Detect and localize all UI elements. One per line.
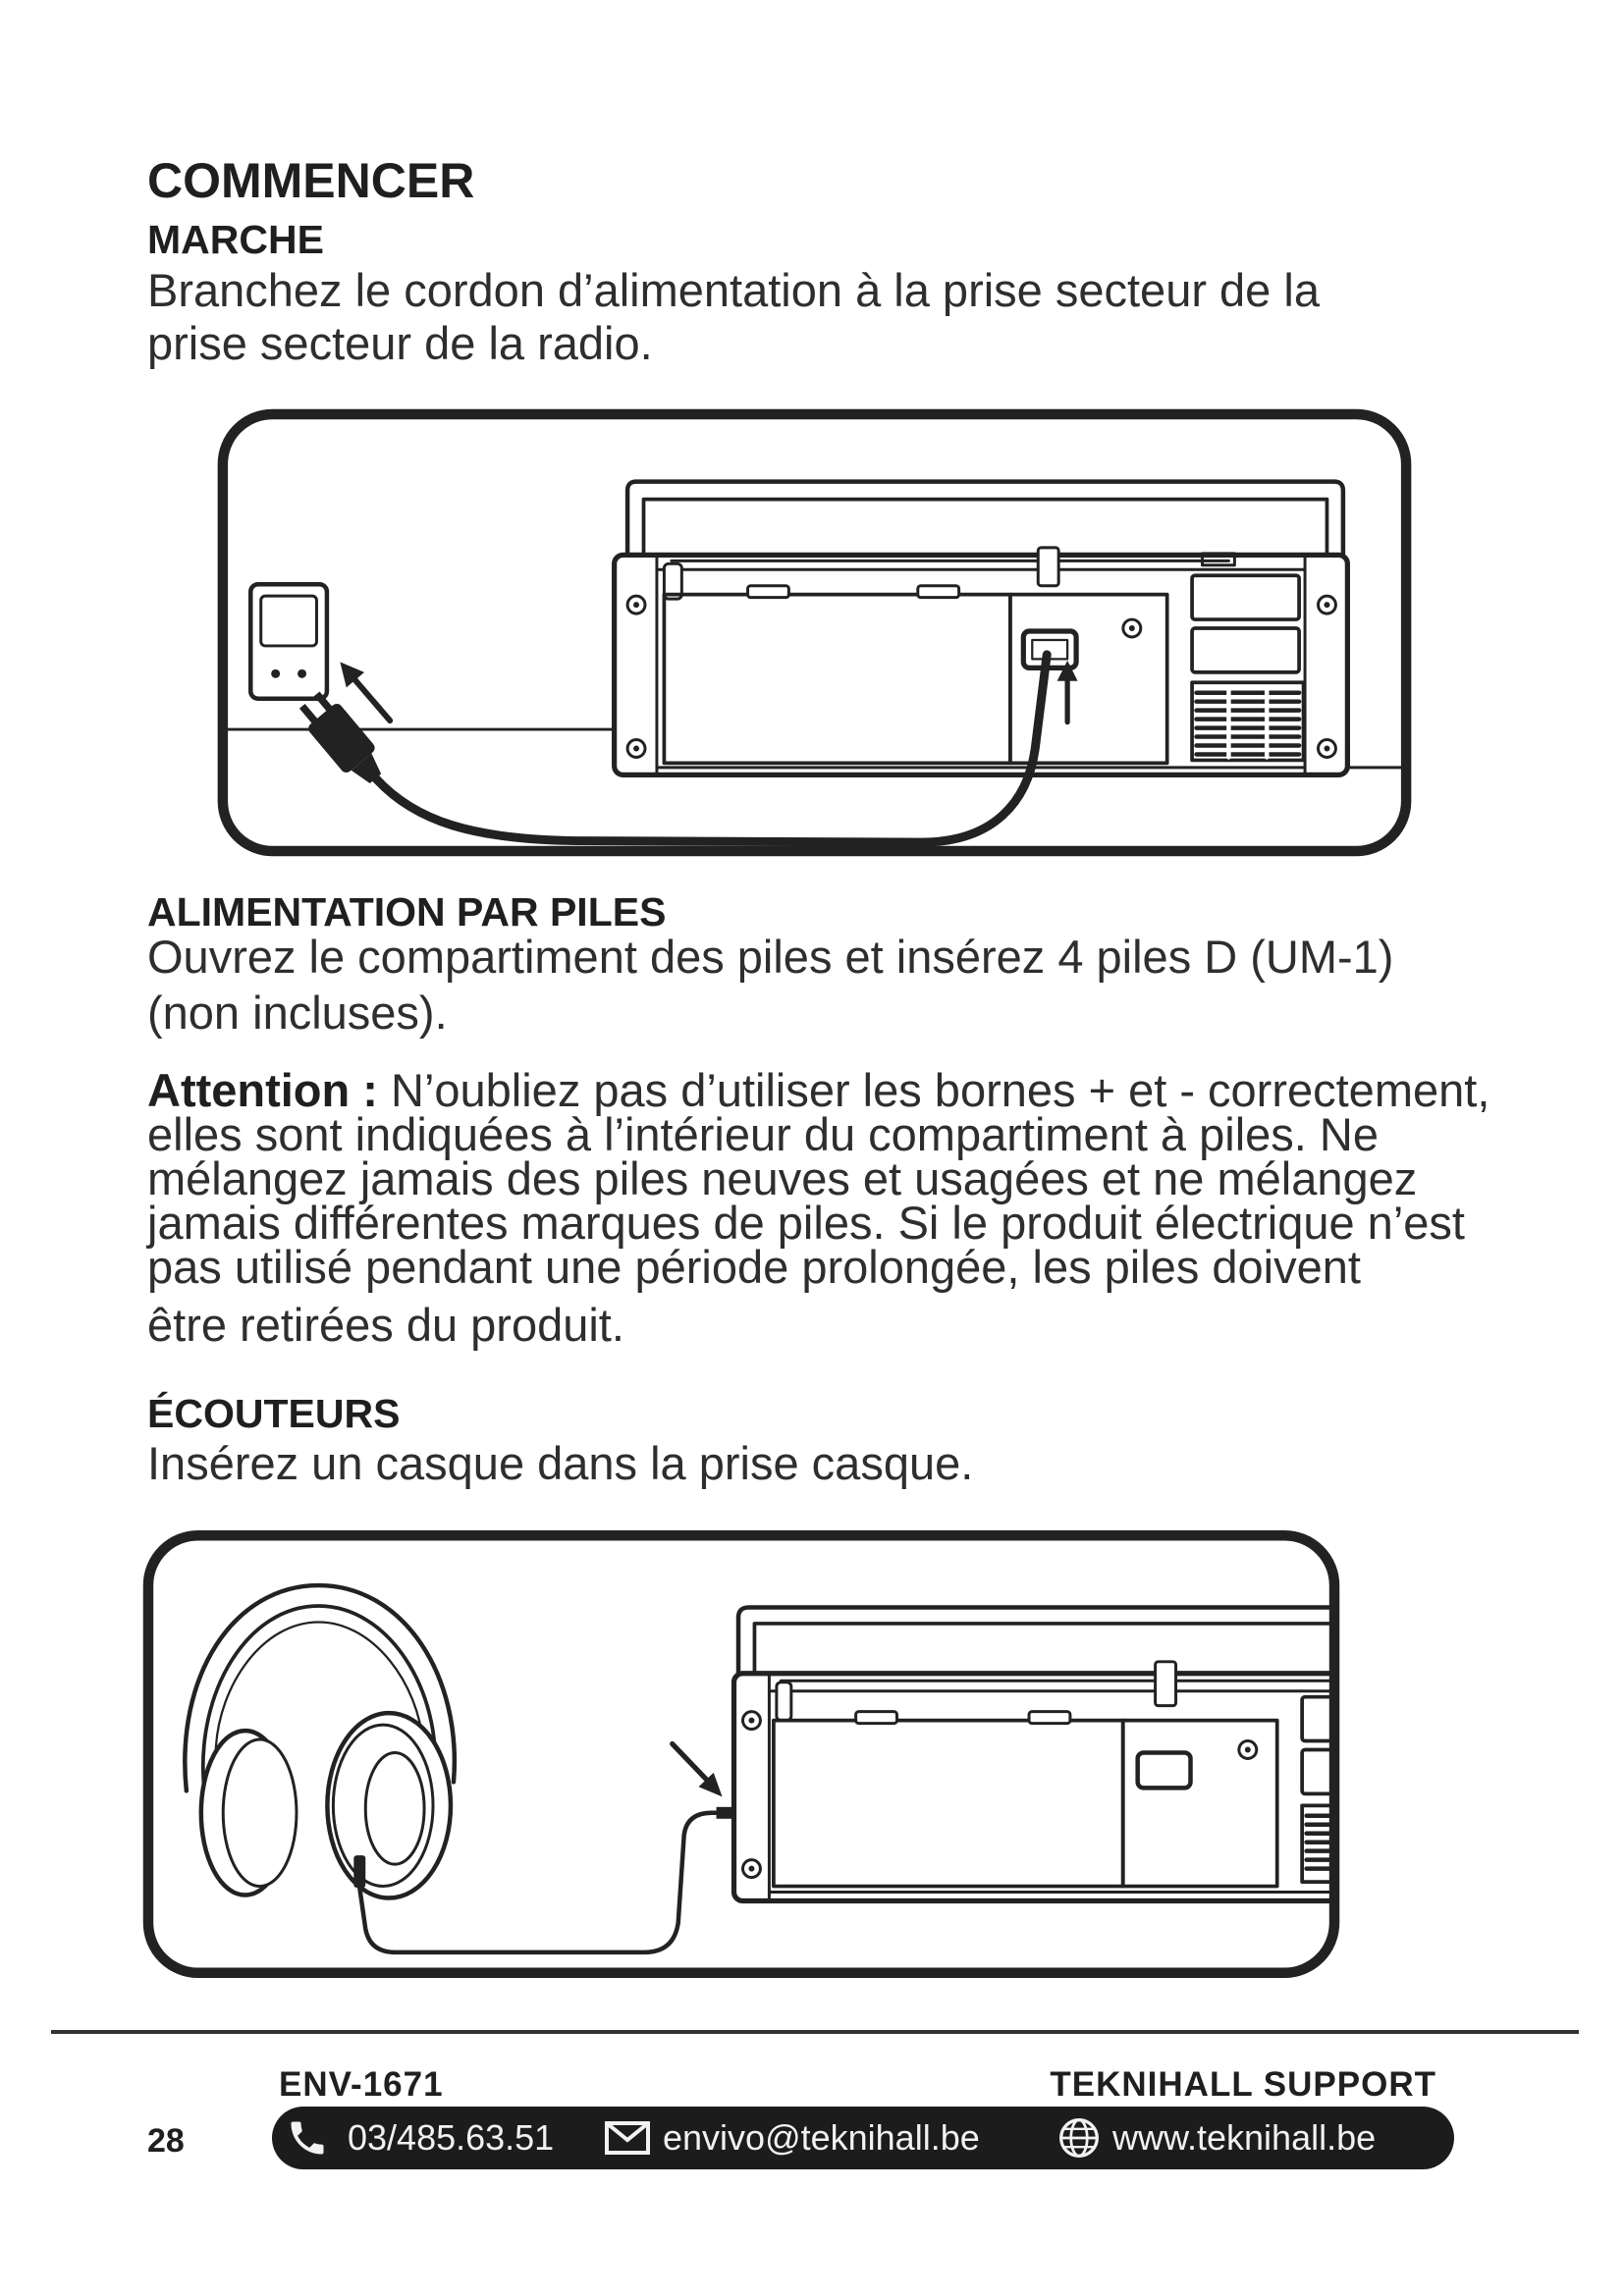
arrow-icon [673, 1744, 723, 1797]
screw [627, 740, 645, 758]
radio [734, 1607, 1340, 1900]
support-label: TEKNIHALL SUPPORT [1050, 2065, 1436, 2104]
screw [1123, 619, 1141, 637]
page-title: COMMENCER [147, 153, 475, 208]
screw [1239, 1741, 1257, 1759]
headphone-jack [353, 1855, 365, 1888]
attention-line: jamais différentes marques de piles. Si le produit électrique n’est [147, 1197, 1465, 1249]
paragraph-line: Ouvrez le compartiment des piles et insérez 4 piles D (UM-1) [147, 931, 1394, 983]
headphones [185, 1585, 455, 1897]
attention-text: N’oubliez pas d’utiliser les bornes + et - correctement, [391, 1064, 1490, 1116]
section-heading-batteries: ALIMENTATION PAR PILES [147, 889, 667, 934]
power-connection-illustration [216, 408, 1413, 857]
footer-divider [51, 2030, 1579, 2034]
support-phone: 03/485.63.51 [348, 2117, 555, 2158]
attention-line: être retirées du produit. [147, 1299, 624, 1351]
wall-socket [250, 584, 327, 698]
headphones-connection-illustration [142, 1529, 1340, 1979]
screw [742, 1712, 760, 1730]
paragraph-line: prise secteur de la radio. [147, 317, 653, 369]
attention-line: pas utilisé pendant une période prolongée, les piles doivent [147, 1241, 1361, 1293]
attention-label: Attention : [147, 1064, 378, 1116]
screw [627, 596, 645, 614]
arrow-icon [340, 662, 390, 721]
screw [1319, 740, 1336, 758]
phone-icon [286, 2116, 329, 2160]
radio-body [734, 1674, 1340, 1901]
paragraph-line: Insérez un casque dans la prise casque. [147, 1437, 974, 1489]
page-number: 28 [147, 2122, 185, 2160]
model-number: ENV-1671 [279, 2065, 444, 2104]
radio-body [615, 555, 1348, 774]
support-contact-bar [272, 2107, 1454, 2169]
paragraph-line: Branchez le cordon d’alimentation à la prise secteur de la [147, 264, 1320, 316]
radio [615, 482, 1348, 775]
ac-socket [1138, 1753, 1191, 1789]
paragraph-line: (non incluses). [147, 987, 448, 1039]
screw [1319, 596, 1336, 614]
support-email: envivo@teknihall.be [663, 2117, 980, 2158]
radio-handle [627, 482, 1343, 559]
support-website: www.teknihall.be [1112, 2117, 1377, 2158]
attention-line: mélangez jamais des piles neuves et usagées et ne mélangez [147, 1152, 1418, 1204]
radio-handle [738, 1607, 1340, 1676]
section-heading-marche: MARCHE [147, 217, 324, 262]
globe-icon [1057, 2116, 1101, 2160]
screw [742, 1860, 760, 1878]
attention-line: elles sont indiquées à l’intérieur du compartiment à piles. Ne [147, 1108, 1379, 1160]
section-heading-headphones: ÉCOUTEURS [147, 1391, 401, 1436]
mail-icon [604, 2120, 651, 2156]
